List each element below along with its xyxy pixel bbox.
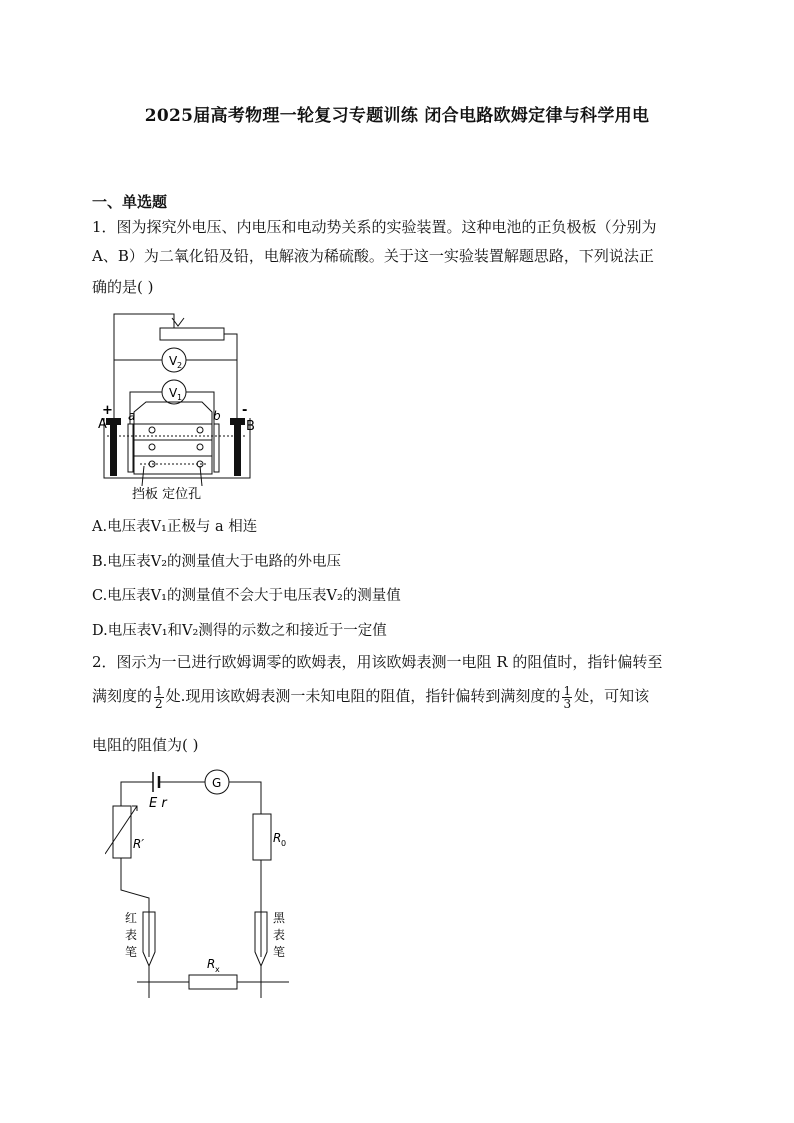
v1-label: V: [169, 386, 178, 400]
v1-subscript: 1: [177, 393, 183, 402]
positioning-hole: [149, 427, 155, 433]
q1-line-1: 1．图为探究外电压、内电压和电动势关系的实验装置。这种电池的正负极板（分别为: [92, 218, 657, 236]
q1-line-3: 确的是( ): [92, 278, 154, 296]
probe-b: [214, 424, 219, 472]
probe-b-label: b: [213, 409, 221, 423]
plate-b-negative: [234, 424, 241, 476]
section-heading: 一、单选题: [92, 193, 168, 211]
fraction-numerator: 1: [563, 683, 572, 698]
black-probe-char: 笔: [273, 945, 286, 959]
figure-caption: 挡板 定位孔: [132, 487, 202, 502]
q2-line-1: 2．图示为一已进行欧姆调零的欧姆表，用该欧姆表测一电阻 R 的阻值时，指针偏转至: [92, 653, 663, 671]
r0-label: R: [273, 831, 282, 845]
q1-figure-circuit: [92, 306, 262, 504]
plate-a-label: A: [98, 417, 107, 432]
q1-line-2: A、B）为二氧化铅及铅，电解液为稀硫酸。关于这一实验装置解题思路，下列说法正: [92, 247, 654, 265]
q2-line-3: 电阻的阻值为( ): [92, 736, 199, 754]
galvanometer-label: G: [212, 776, 222, 790]
rheostat-r-prime-icon: [113, 806, 131, 858]
fraction-denominator: 3: [563, 696, 572, 711]
fraction-numerator: 1: [155, 683, 163, 698]
rheostat-icon: [160, 328, 224, 340]
q1-option-c: C.电压表V₁的测量值不会大于电压表V₂的测量值: [92, 588, 401, 604]
q2-line-2: [92, 684, 649, 710]
plate-b-label: B: [246, 419, 255, 434]
plus-sign: +: [102, 403, 113, 418]
red-probe-char: 笔: [125, 945, 138, 959]
q2-line-2-post: 处，可知该: [574, 687, 650, 705]
r0-subscript: 0: [281, 839, 287, 848]
rheostat-wire-right: [224, 334, 237, 424]
red-probe-char: 表: [125, 928, 138, 942]
q2-line-2-pre: 满刻度的: [92, 687, 153, 705]
v2-subscript: 2: [177, 361, 183, 370]
q1-option-a: A.电压表V₁正极与 a 相连: [92, 519, 258, 535]
red-probe-char: 红: [125, 911, 138, 925]
rheostat-label: R′: [133, 837, 145, 851]
black-probe-char: 表: [273, 928, 286, 942]
resistor-rx-icon: [189, 975, 237, 989]
fraction-one-third: [562, 685, 572, 710]
page-title: 2025届高考物理一轮复习专题训练 闭合电路欧姆定律与科学用电: [144, 106, 650, 126]
battery-label: E r: [149, 796, 167, 811]
resistor-r0-icon: [253, 814, 271, 860]
q1-option-b: B.电压表V₂的测量值大于电路的外电压: [92, 554, 342, 570]
q2-figure-ohmmeter: [105, 762, 305, 1002]
fraction-one-half: [154, 685, 164, 710]
battery-container: [104, 418, 250, 478]
plate-a-positive: [110, 424, 117, 476]
positioning-hole: [149, 444, 155, 450]
fraction-denominator: 2: [155, 696, 163, 711]
minus-sign: -: [242, 403, 248, 418]
probe-a: [128, 424, 133, 472]
q2-line-2-mid: 处.现用该欧姆表测一未知电阻的阻值，指针偏转到满刻度的: [165, 687, 561, 705]
probe-a-label: a: [128, 409, 136, 423]
black-probe-char: 黑: [273, 911, 286, 925]
q1-option-d: D.电压表V₁和V₂测得的示数之和接近于一定值: [92, 623, 387, 639]
rx-label: R: [207, 957, 216, 971]
positioning-hole: [197, 444, 203, 450]
v2-label: V: [169, 354, 178, 368]
positioning-hole: [197, 427, 203, 433]
rx-subscript: x: [215, 965, 220, 974]
